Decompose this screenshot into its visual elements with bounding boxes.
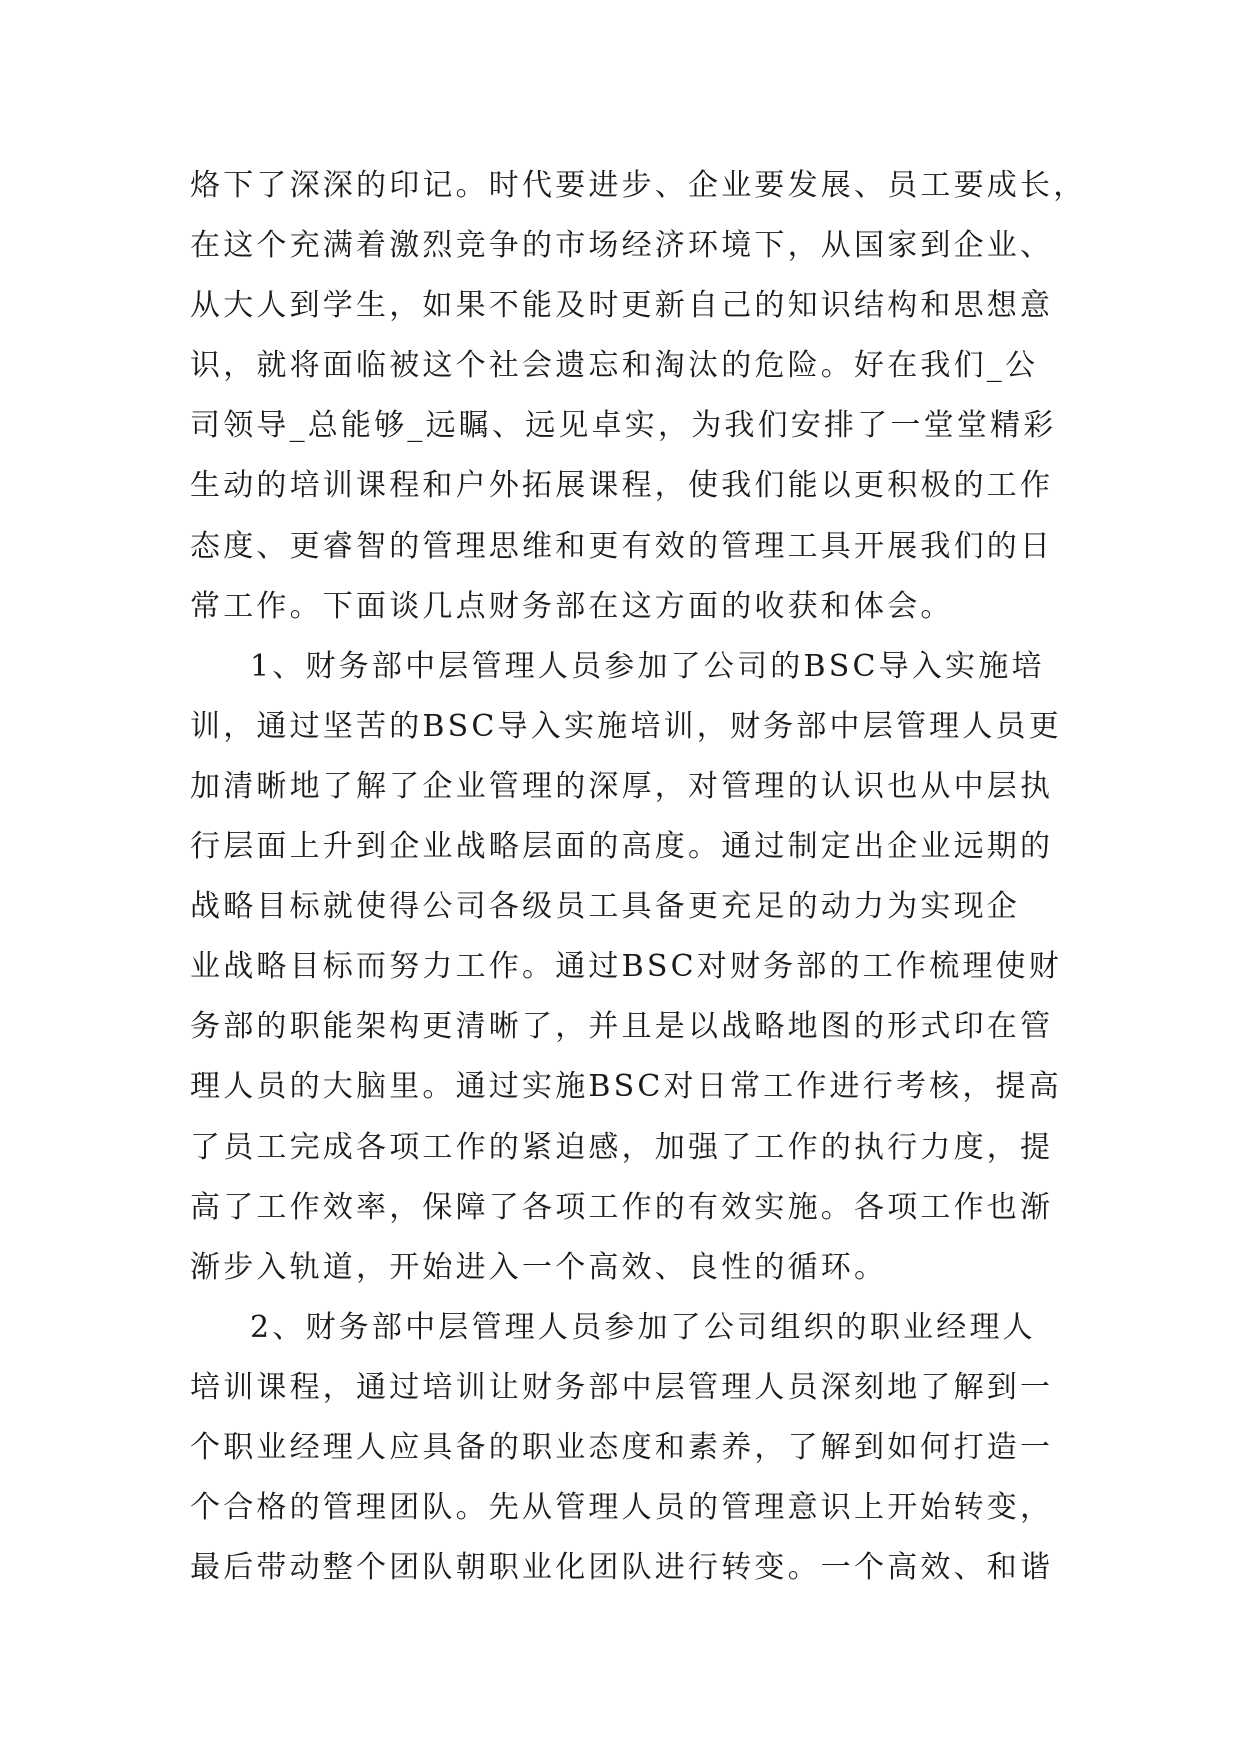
text-line: 生动的培训课程和户外拓展课程，使我们能以更积极的工作 (190, 468, 1054, 504)
text-line: 烙下了深深的印记。时代要进步、企业要发展、员工要成长， (190, 168, 1087, 203)
body-text (190, 156, 1087, 1598)
text-line: 态度、更睿智的管理思维和更有效的管理工具开展我们的日 (190, 528, 1054, 564)
text-line: 个合格的管理团队。先从管理人员的管理意识上开始转变， (190, 1490, 1054, 1526)
text-line: 识，就将面临被这个社会遗忘和淘汰的危险。好在我们_公 (190, 348, 1039, 384)
paragraph-2-first-line: 2、财务部中层管理人员参加了公司组织的职业经理人 (250, 1309, 1036, 1345)
text-line: 个职业经理人应具备的职业态度和素养，了解到如何打造一 (190, 1429, 1054, 1465)
text-line: 高了工作效率，保障了各项工作的有效实施。各项工作也渐 (190, 1189, 1054, 1225)
text-line: 常工作。下面谈几点财务部在这方面的收获和体会。 (190, 588, 954, 624)
paragraph-1-first-line: 1、财务部中层管理人员参加了公司的BSC导入实施培 (250, 648, 1045, 684)
text-line: 了员工完成各项工作的紧迫感，加强了工作的执行力度，提 (190, 1129, 1054, 1165)
text-line: 加清晰地了解了企业管理的深厚，对管理的认识也从中层执 (190, 768, 1054, 804)
text-line: 培训课程，通过培训让财务部中层管理人员深刻地了解到一 (190, 1369, 1054, 1405)
text-line: 从大人到学生，如果不能及时更新自己的知识结构和思想意 (190, 288, 1054, 324)
text-line: 最后带动整个团队朝职业化团队进行转变。一个高效、和谐 (190, 1550, 1054, 1586)
text-line: 训，通过坚苦的BSC导入实施培训，财务部中层管理人员更 (190, 708, 1062, 744)
text-line: 业战略目标而努力工作。通过BSC对财务部的工作梳理使财 (190, 949, 1062, 985)
text-line: 司领导_总能够_远瞩、远见卓实，为我们安排了一堂堂精彩 (190, 408, 1057, 444)
text-line: 务部的职能架构更清晰了，并且是以战略地图的形式印在管 (190, 1009, 1054, 1045)
text-line: 渐步入轨道，开始进入一个高效、良性的循环。 (190, 1249, 888, 1285)
text-line: 行层面上升到企业战略层面的高度。通过制定出企业远期的 (190, 829, 1054, 865)
text-line: 理人员的大脑里。通过实施BSC对日常工作进行考核，提高 (190, 1069, 1062, 1105)
text-line: 在这个充满着激烈竞争的市场经济环境下，从国家到企业、 (190, 228, 1054, 264)
text-line: 战略目标就使得公司各级员工具备更充足的动力为实现企 (190, 889, 1020, 925)
